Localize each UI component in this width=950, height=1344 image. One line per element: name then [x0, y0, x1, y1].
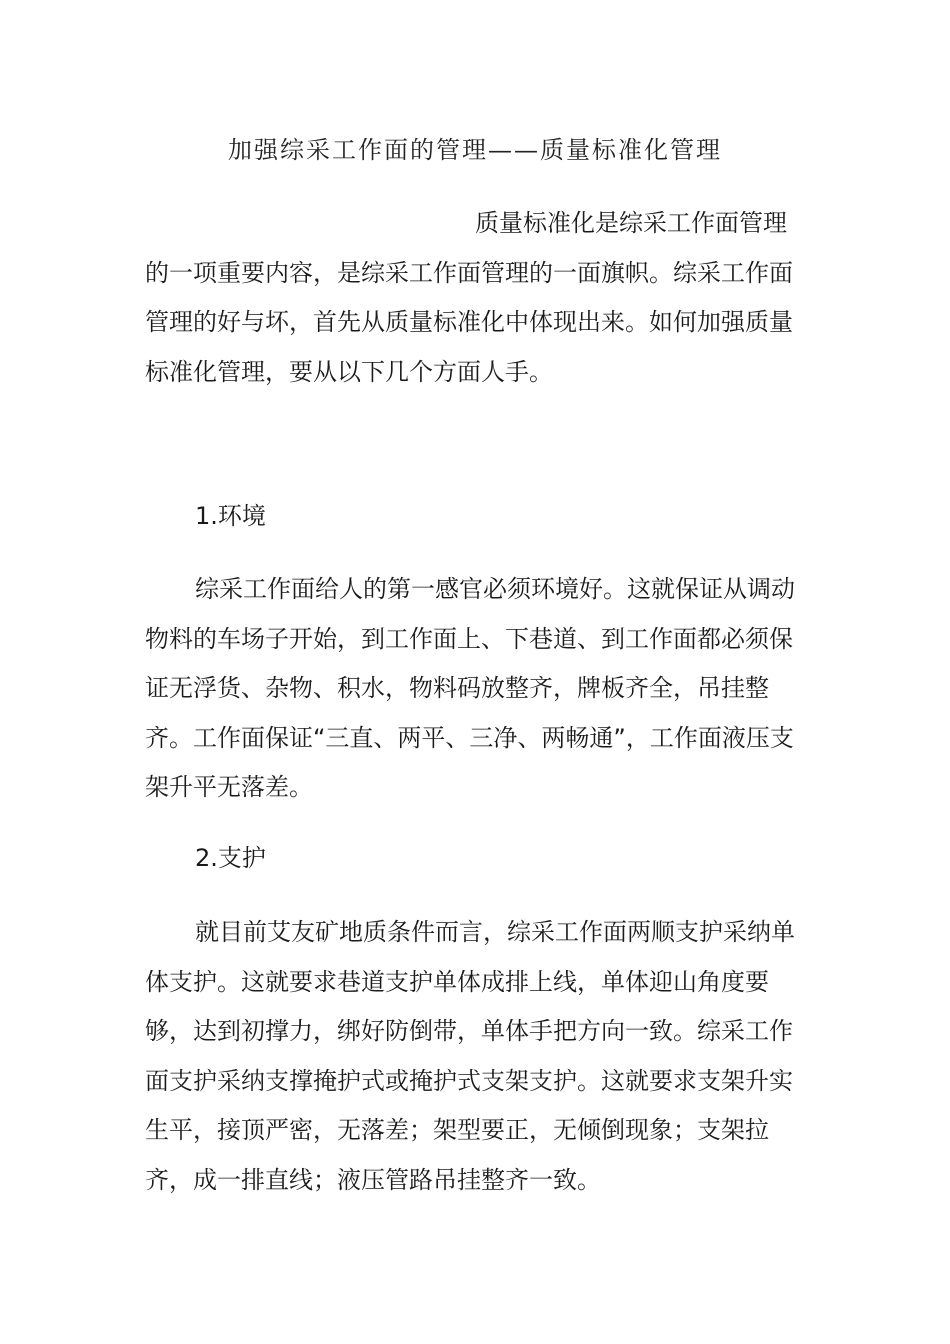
- document-title: 加强综采工作面的管理——质量标准化管理: [228, 136, 722, 164]
- section-heading-environment: 1.环境: [195, 502, 266, 530]
- section-heading-support: 2.支护: [195, 844, 266, 872]
- intro-paragraph: 质量标准化是综采工作面管理的一项重要内容，是综采工作面管理的一面旗帜。综采工作面管理的好与坏，首先从质量标准化中体现出来。如何加强质量标准化管理，要从以下几个方面人手。: [145, 209, 793, 386]
- section-body-environment: 综采工作面给人的第一感官必须环境好。这就保证从调动物料的车场子开始，到工作面上、下巷道、到工作面都必须保证无浮货、杂物、积水，物料码放整齐，牌板齐全，吊挂整齐。工作面保证“三直、两平、三净、两畅通”，工作面液压支架升平无落差。: [145, 575, 795, 801]
- section-body-support: 就目前艾友矿地质条件而言，综采工作面两顺支护采纳单体支护。这就要求巷道支护单体成排上线，单体迎山角度要够，达到初撑力，绑好防倒带，单体手把方向一致。综采工作面支护采纳支撑掩护式或掩护式支架支护。这就要求支架升实生平，接顶严密，无落差；架型要正，无倾倒现象；支架拉齐，成一排直线；液压管路吊挂整齐一致。: [145, 918, 795, 1194]
